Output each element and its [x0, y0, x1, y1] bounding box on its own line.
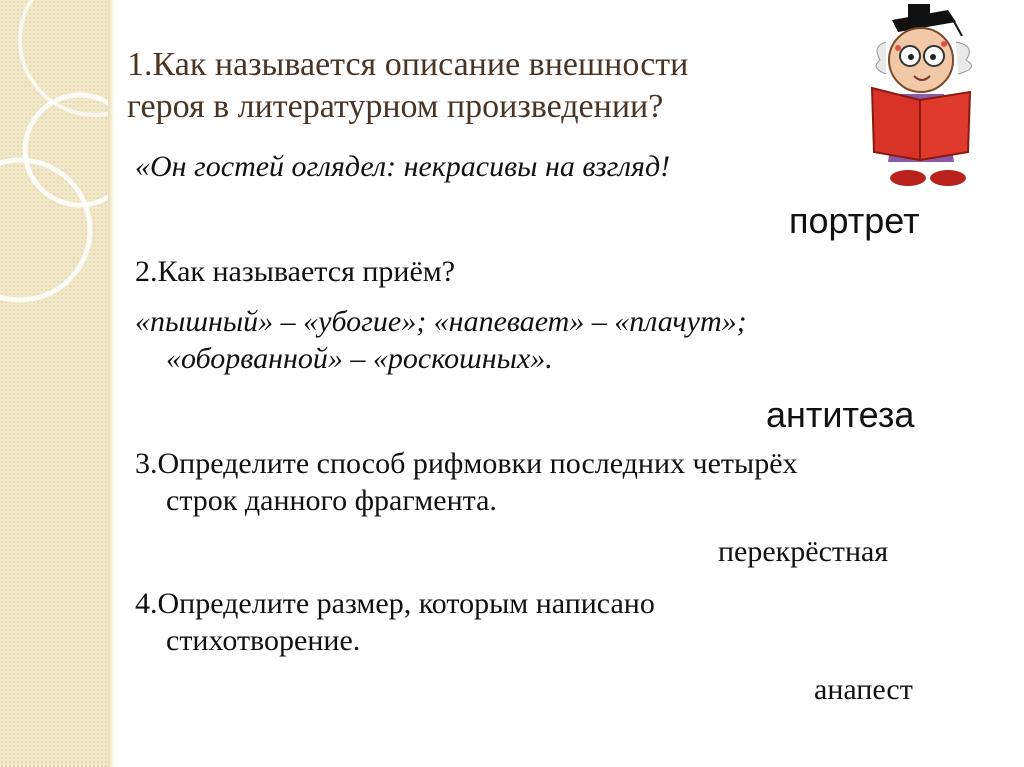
answer-4: анапест: [814, 673, 913, 706]
answer-2: антитеза: [766, 394, 915, 435]
question-4-line2: стихотворение.: [166, 624, 361, 657]
question-2-quote-line2: «оборванной» – «роскошных».: [166, 342, 553, 375]
question-3-line2: строк данного фрагмента.: [166, 484, 497, 517]
question-1-title-line1: 1.Как называется описание внешности: [127, 46, 689, 83]
decorative-sidebar: [0, 0, 113, 767]
question-3-line1: 3.Определите способ рифмовки последних четырёх: [135, 447, 798, 480]
decorative-circle: [0, 160, 90, 300]
question-2-quote: [135, 303, 955, 377]
question-3: [135, 445, 955, 519]
question-1-title-line2: героя в литературном произведении?: [127, 88, 664, 125]
question-1-quote: «Он гостей оглядел: некрасивы на взгляд!: [135, 150, 671, 183]
question-1-title: [127, 44, 827, 128]
answer-3: перекрёстная: [718, 535, 889, 568]
answer-1: портрет: [789, 200, 920, 241]
professor-reading-icon: [858, 2, 998, 192]
question-4: [135, 585, 955, 659]
question-4-line1: 4.Определите размер, которым написано: [135, 587, 655, 620]
question-2: 2.Как называется приём?: [135, 255, 456, 288]
decorative-circles: [0, 0, 113, 767]
question-2-quote-line1: «пышный» – «убогие»; «напевает» – «плачут»;: [135, 305, 747, 338]
